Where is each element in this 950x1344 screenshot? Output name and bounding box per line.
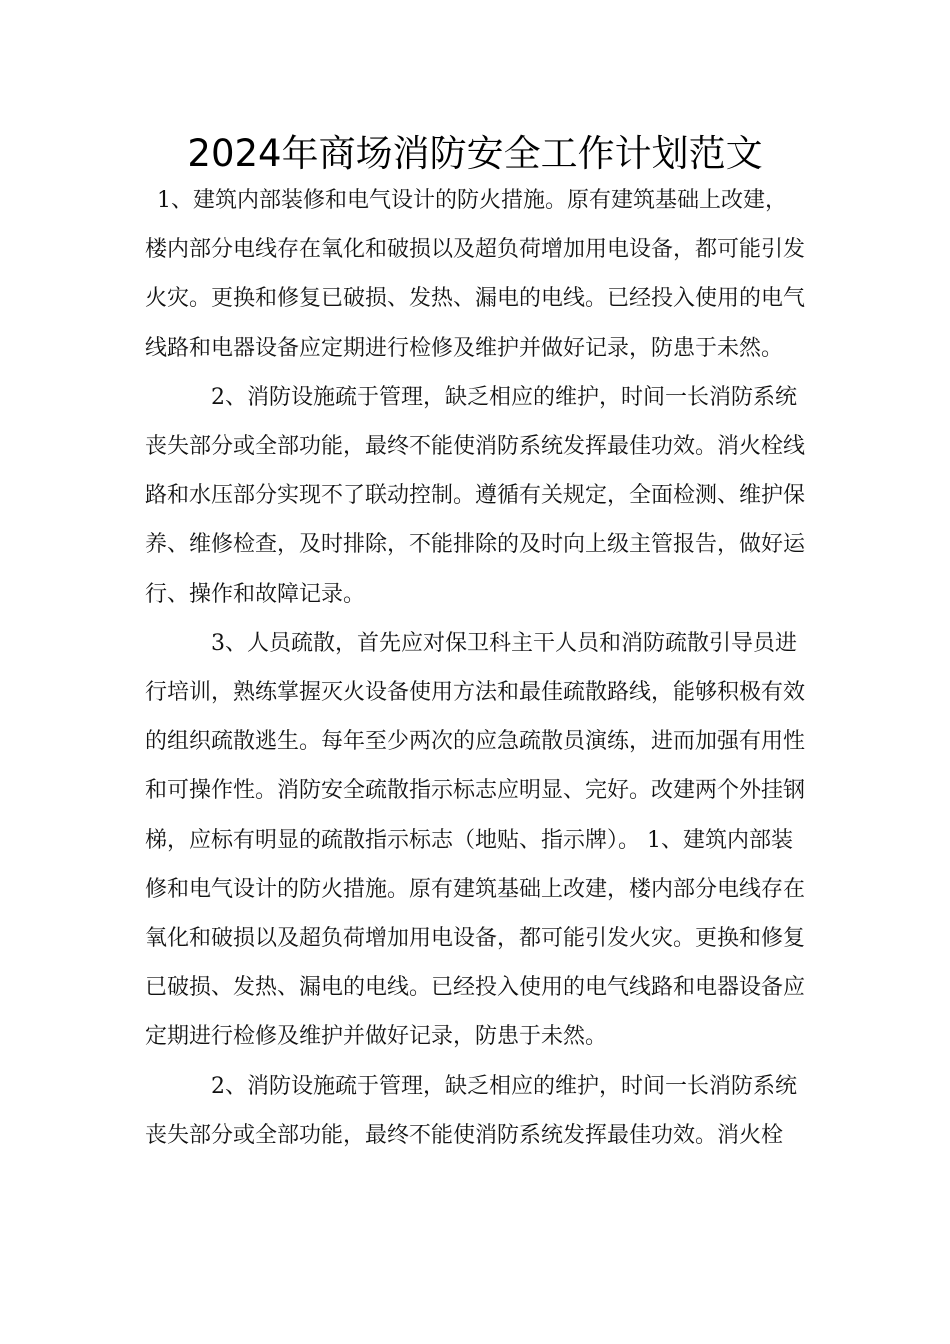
paragraph-2: 2、消防设施疏于管理，缺乏相应的维护，时间一长消防系统丧失部分或全部功能，最终不能使消防系统发挥最佳功效。消火栓线路和水压部分实现不了联动控制。遵循有关规定，全面检测、维护保养、维修检查，及时排除，不能排除的及时向上级主管报告，做好运行、操作和故障记录。 <box>145 384 806 607</box>
paragraph-3: 3、人员疏散，首先应对保卫科主干人员和消防疏散引导员进行培训，熟练掌握灭火设备使用方法和最佳疏散路线，能够积极有效的组织疏散逃生。每年至少两次的应急疏散员演练，进而加强有用性和可操作性。消防安全疏散指示标志应明显、完好。改建两个外挂钢梯，应标有明显的疏散指示标志（地贴、指示牌）。 1、建筑内部装修和电气设计的防火措施。原有建筑基础上改建，楼内部分电线存在氧化和破损以及超负荷增加用电设备，都可能引发火灾。更换和修复已破损、发热、漏电的电线。已经投入使用的电气线路和电器设备应定期进行检修及维护并做好记录，防患于未然。 <box>145 630 806 1050</box>
document-body <box>145 176 807 1160</box>
paragraph-1: 1、建筑内部装修和电气设计的防火措施。原有建筑基础上改建，楼内部分电线存在氧化和破损以及超负荷增加用电设备，都可能引发火灾。更换和修复已破损、发热、漏电的电线。已经投入使用的电气线路和电器设备应定期进行检修及维护并做好记录，防患于未然。 <box>145 188 806 361</box>
document-title: 2024年商场消防安全工作计划范文 <box>187 132 763 175</box>
paragraph-4: 2、消防设施疏于管理，缺乏相应的维护，时间一长消防系统丧失部分或全部功能，最终不能使消防系统发挥最佳功效。消火栓 <box>145 1073 797 1148</box>
